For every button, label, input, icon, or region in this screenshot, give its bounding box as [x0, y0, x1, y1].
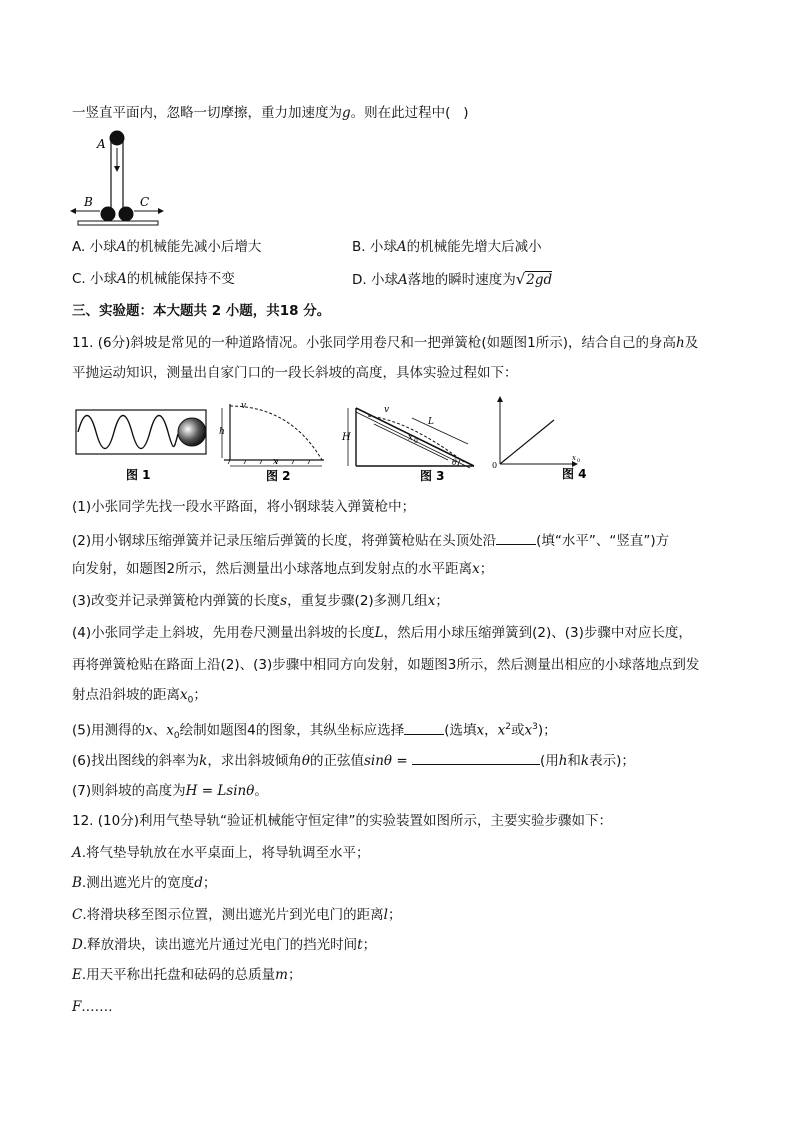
q12-step-c [72, 906, 401, 924]
intro-line [72, 104, 469, 122]
f4-origin: 0 [492, 461, 498, 470]
step-2-hint: (填“水平”、“竖直”)方 [536, 533, 670, 549]
label-c: C [140, 195, 150, 209]
ground [78, 221, 158, 225]
arrow-left-head [70, 208, 76, 214]
step-5-comma: ， [484, 722, 498, 739]
q12-d-end: ； [362, 937, 377, 953]
figure-3-incline [338, 396, 484, 486]
q12-f-text: .…… [81, 999, 113, 1015]
step-7-eq: = [197, 783, 218, 799]
steel-ball [178, 418, 206, 446]
f2-hatch-2 [244, 460, 246, 464]
option-d-sqrt-arg: 2gd [526, 272, 553, 288]
step-3-end: ； [435, 593, 449, 609]
step-1: (1)小张同学先找一段水平路面，将小钢球装入弹簧枪中； [72, 499, 416, 515]
step-6-h: h [558, 753, 568, 769]
step-3-text: (3)改变并记录弹簧枪内弹簧的长度 [72, 593, 281, 609]
q12-c-text: .将滑块移至图示位置，测出遮光片到光电门的距离 [82, 907, 384, 923]
q12-a-text: .将气垫导轨放在水平桌面上，将导轨调至水平； [81, 845, 370, 861]
spring [78, 416, 178, 449]
q12-step-e [72, 966, 301, 984]
q11-line1-end: 及 [684, 335, 699, 351]
option-a-var: A [116, 239, 127, 255]
intro-g: g [342, 105, 351, 121]
blank-ordinate[interactable] [404, 720, 444, 735]
option-c-prefix: C. 小球 [72, 271, 118, 287]
step-7-formula: Lsinθ [217, 783, 255, 799]
step-3-text2: ，重复步骤(2)多测几组 [287, 593, 428, 609]
option-d-var: A [397, 272, 408, 288]
f4-line [500, 420, 554, 464]
option-a-text: 的机械能先减小后增大 [126, 239, 262, 255]
step-6-theta: θ [301, 753, 310, 769]
step-4-line3 [72, 686, 207, 710]
q12-e-end: ； [287, 967, 302, 983]
option-a[interactable] [72, 238, 261, 256]
step-4-line1 [72, 624, 692, 642]
step-5-x0-sub: 0 [173, 731, 180, 742]
step-6-end: 表示)； [589, 753, 635, 769]
step-5-x0: x [166, 722, 174, 739]
figure-4-graph [490, 396, 590, 486]
step-7-text: (7)则斜坡的高度为 [72, 783, 186, 799]
f2-h: h [219, 427, 225, 437]
step-4-L: L [374, 625, 384, 641]
q12-e-var: m [275, 967, 288, 983]
step-6-sin: sinθ [363, 753, 393, 769]
q12-b-text: .测出遮光片的宽度 [81, 875, 195, 891]
step-6-text: (6)找出图线的斜率为 [72, 753, 200, 769]
label-a: A [97, 137, 106, 151]
intro-text: 一竖直平面内，忽略一切摩擦，重力加速度为 [72, 105, 342, 121]
f2-v: v [241, 401, 247, 411]
option-d-text: 落地的瞬时速度为 [407, 272, 516, 288]
step-5-or: 或 [510, 722, 525, 739]
figure-1-spring-gun [74, 404, 210, 486]
f3-x0-sub: 0 [414, 438, 418, 445]
step-6-k: k [199, 753, 208, 769]
step-2-x: x [472, 561, 480, 577]
step-6-eq: = [392, 753, 412, 769]
step-5-opt-x2-sup: 2 [505, 722, 511, 732]
q12-d-var: t [357, 937, 363, 953]
step-6-and: 和 [567, 753, 581, 769]
step-3 [72, 592, 449, 610]
step-3-s: s [280, 593, 288, 609]
q11-line1-text: 11. (6分)斜坡是常见的一种道路情况。小张同学用卷尺和一把弹簧枪(如题图1所示)，结合自己的身高 [72, 335, 677, 351]
step-7 [72, 782, 268, 800]
f3-x0: x [408, 433, 414, 443]
f3-L: L [428, 417, 434, 427]
step-5-hint: (选填 [444, 722, 477, 739]
option-b-text: 的机械能先增大后减小 [406, 239, 542, 255]
step-5-x: x [145, 722, 153, 739]
f3-v: v [384, 405, 390, 415]
step-4-line2: 再将弹簧枪贴在路面上沿(2)、(3)步骤中相同方向发射，如题图3所示，然后测量出相应的小球落地点到发 [72, 657, 700, 673]
option-d-prefix: D. 小球 [352, 272, 398, 288]
step-2-line1 [72, 530, 669, 550]
caption-figure-4: 图 4 [562, 467, 587, 481]
step-2-text2: 向发射，如题图2所示，然后测量出小球落地点到发射点的水平距离 [72, 561, 473, 577]
step-4-x0: x [180, 687, 188, 703]
q12-d-text: .释放滑块，读出遮光片通过光电门的挡光时间 [82, 937, 358, 953]
q12-a-label: A [72, 845, 82, 861]
q12-b-label: B [72, 875, 82, 891]
arrow-down-head [114, 166, 120, 172]
q12-c-var: l [383, 907, 388, 923]
step-7-end: 。 [254, 783, 268, 799]
option-c[interactable] [72, 270, 235, 288]
f2-x: x [273, 457, 279, 467]
f2-trajectory [230, 406, 322, 460]
step-4-text2: ，然后用小球压缩弹簧到(2)、(3)步骤中对应长度， [383, 625, 692, 641]
step-5-opt-x3-sup: 3 [532, 722, 538, 732]
q11-line2: 平抛运动知识，测量出自家门口的一段长斜坡的高度，具体实验过程如下： [72, 365, 518, 381]
step-4-text: (4)小张同学走上斜坡，先用卷尺测量出斜坡的长度 [72, 625, 375, 641]
q12-b-end: ； [202, 875, 217, 891]
step-4-text3: 射点沿斜坡的距离 [72, 687, 180, 703]
f2-hatch-3 [260, 460, 262, 464]
f2-hatch-5 [292, 460, 294, 464]
caption-figure-2: 图 2 [266, 469, 291, 483]
blank-direction[interactable] [496, 530, 536, 545]
q12-intro: 12. (10分)利用气垫导轨“验证机械能守恒定律”的实验装置如图所示，主要实验步骤如下： [72, 813, 612, 829]
q10-figure [68, 126, 168, 230]
step-6 [72, 750, 635, 770]
f4-y-arrow [497, 396, 503, 402]
option-b-prefix: B. 小球 [352, 239, 397, 255]
step-5-opt-x2: x [497, 722, 506, 739]
step-2-line2 [72, 560, 493, 578]
q12-e-text: .用天平称出托盘和砝码的总质量 [81, 967, 276, 983]
option-c-var: A [117, 271, 127, 287]
f4-x0-sub: 0 [577, 458, 581, 464]
q12-b-var: d [194, 875, 203, 891]
ball-a [110, 131, 125, 146]
f4-x0: x [572, 454, 576, 462]
q12-step-a [72, 844, 370, 862]
q12-step-f [72, 998, 113, 1016]
step-5-opt-x: x [476, 722, 485, 739]
arrow-right-head [158, 208, 164, 214]
f3-H: H [342, 432, 351, 443]
q12-step-d [72, 936, 376, 954]
step-6-text2: ，求出斜坡倾角 [207, 753, 302, 769]
step-7-H: H [185, 783, 198, 799]
q11-line1 [72, 334, 698, 352]
step-6-text3: 的正弦值 [309, 753, 364, 769]
step-6-k2: k [580, 753, 590, 769]
blank-sin-theta[interactable] [412, 750, 540, 765]
ball-c [119, 207, 134, 222]
q12-d-label: D [72, 937, 83, 953]
label-b: B [84, 195, 93, 209]
intro-suffix: 。则在此过程中( ) [350, 105, 469, 121]
caption-figure-1: 图 1 [126, 468, 151, 482]
step-5-opt-x3: x [524, 722, 533, 739]
option-b-var: A [396, 239, 407, 255]
f3-theta: θ [452, 458, 457, 467]
option-c-text: 的机械能保持不变 [126, 271, 235, 287]
step-5-text2: 绘制如题图4的图象，其纵坐标应选择 [179, 722, 405, 739]
q12-step-b [72, 874, 216, 892]
option-b[interactable] [352, 238, 542, 256]
f2-hatch-6 [308, 460, 310, 464]
q12-e-label: E [72, 967, 82, 983]
step-4-end: ； [193, 687, 207, 703]
option-a-prefix: A. 小球 [72, 239, 117, 255]
q12-c-label: C [72, 907, 83, 923]
figure-2-projectile [216, 400, 328, 486]
step-5-end: )； [537, 722, 557, 739]
step-5-sep: 、 [152, 722, 167, 739]
option-d[interactable] [352, 270, 552, 289]
step-2-end: ； [479, 561, 494, 577]
step-4-x0-sub: 0 [187, 695, 194, 706]
q12-f-label: F [72, 999, 82, 1015]
step-3-x: x [427, 593, 436, 609]
sqrt-sign: √ [515, 270, 526, 288]
step-2-text: (2)用小钢球压缩弹簧并记录压缩后弹簧的长度，将弹簧枪贴在头顶处沿 [72, 533, 497, 549]
caption-figure-3: 图 3 [420, 469, 445, 483]
q12-c-end: ； [387, 907, 402, 923]
step-5-text: (5)用测得的 [72, 722, 146, 739]
step-6-hint: (用 [539, 753, 559, 769]
step-5 [72, 718, 557, 745]
ball-b [101, 207, 116, 222]
q11-h: h [676, 335, 685, 351]
f2-hatch-1 [228, 460, 230, 464]
section-heading: 三、实验题：本大题共 2 小题，共18 分。 [72, 303, 331, 319]
